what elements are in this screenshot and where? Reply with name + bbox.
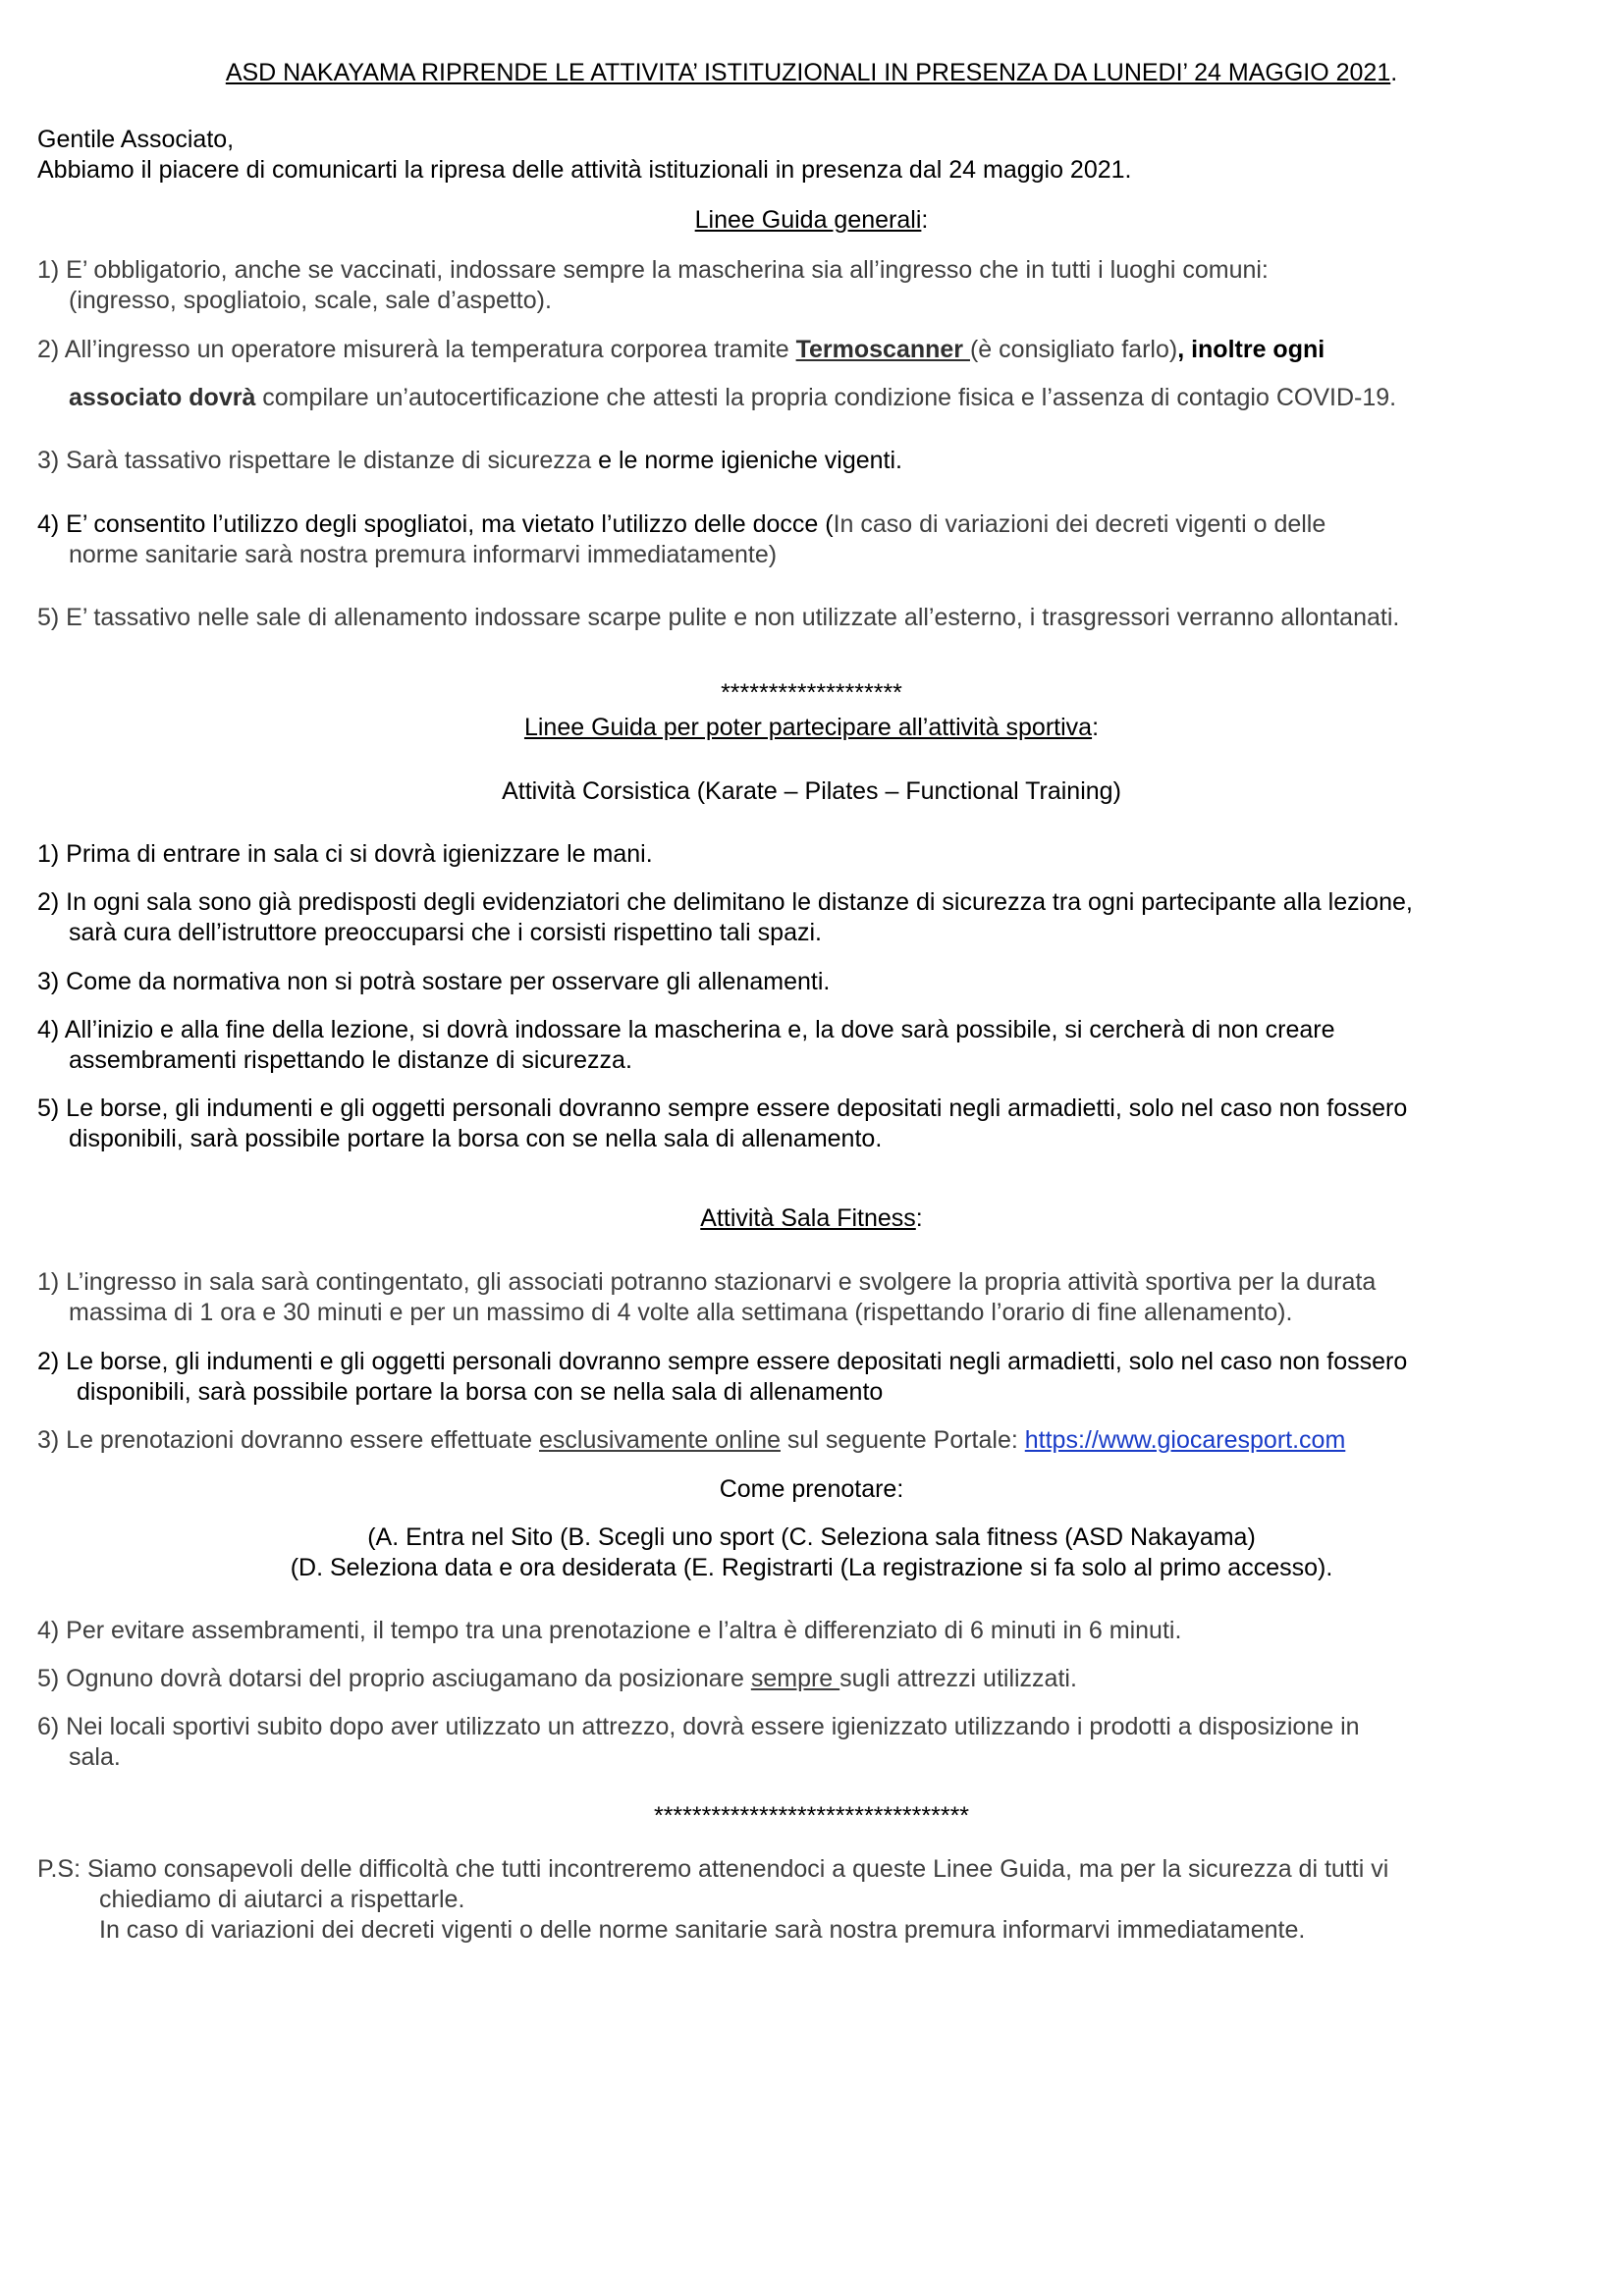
fitness-item-5 (37, 1663, 1077, 1694)
sport-item-4-line-1: 4) All’inizio e alla fine della lezione, si dovrà indossare la mascherina e, la dove sarà possibile, si cercherà di non creare (37, 1016, 1335, 1043)
separator-stars-1: ******************* (721, 679, 902, 707)
sport-subheading: Attività Corsistica (Karate – Pilates – Functional Training) (502, 777, 1121, 805)
fitness-heading-text: Attività Sala Fitness (700, 1204, 916, 1232)
sport-item-4-line-2: assembramenti rispettando le distanze di sicurezza. (69, 1046, 632, 1074)
general-item-2-line-1 (37, 334, 1325, 365)
how-to-book-line-1: (A. Entra nel Sito (B. Scegli uno sport (C. Seleziona sala fitness (ASD Nakayama) (367, 1523, 1256, 1551)
general-item-5: 5) E’ tassativo nelle sale di allenamento indossare scarpe pulite e non utilizzate all’esterno, i trasgressori verranno allontanati. (37, 604, 1400, 631)
general-item-1-line-2: (ingresso, spogliatoio, scale, sale d’aspetto). (69, 287, 552, 314)
sport-guidelines-heading (0, 712, 1623, 743)
general-item-4-line-2: norme sanitarie sarà nostra premura informarvi immediatamente) (69, 541, 778, 568)
how-to-book-line-2: (D. Seleziona data e ora desiderata (E. Registrarti (La registrazione si fa solo al primo accesso). (290, 1554, 1333, 1581)
title-text: ASD NAKAYAMA RIPRENDE LE ATTIVITA’ ISTITUZIONALI IN PRESENZA DA LUNEDI’ 24 MAGGIO 2021 (225, 59, 1391, 86)
giocaresport-link[interactable]: https://www.giocaresport.com (1024, 1426, 1346, 1454)
general-item-4-line-1 (37, 508, 1325, 540)
fitness-item-2-line-1: 2) Le borse, gli indumenti e gli oggetti personali dovranno sempre essere depositati negli armadietti, solo nel caso non fossero (37, 1348, 1408, 1375)
general-item-3-rest: e le norme igieniche vigenti. (591, 447, 903, 474)
general-item-2-bold: , inoltre ogni (1177, 336, 1325, 363)
document-title (0, 57, 1623, 88)
termoscanner-text: Termoscanner (795, 336, 970, 363)
general-heading-text: Linee Guida generali (694, 206, 922, 234)
general-item-2-note: (è consigliato farlo) (969, 336, 1178, 363)
fitness-heading-colon: : (915, 1204, 923, 1232)
fitness-item-3-text: 3) Le prenotazioni dovranno essere effettuate (37, 1426, 539, 1454)
sport-item-5-line-2: disponibili, sarà possibile portare la borsa con se nella sala di allenamento. (69, 1125, 883, 1152)
general-item-2-text: 2) All’ingresso un operatore misurerà la temperatura corporea tramite (37, 336, 796, 363)
fitness-item-3 (37, 1424, 1345, 1456)
sport-item-2-line-2: sarà cura dell’istruttore preoccuparsi che i corsisti rispettino tali spazi. (69, 919, 822, 946)
sport-item-1: 1) Prima di entrare in sala ci si dovrà igienizzare le mani. (37, 840, 653, 868)
general-item-3 (37, 445, 902, 476)
title-period: . (1390, 59, 1398, 86)
general-guidelines-heading (0, 204, 1623, 236)
ps-line-1: P.S: Siamo consapevoli delle difficoltà che tutti incontreremo attenendoci a queste Linee Guida, ma per la sicurezza di tutti vi (37, 1855, 1389, 1883)
general-item-1-line-1: 1) E’ obbligatorio, anche se vaccinati, indossare sempre la mascherina sia all’ingresso che in tutti i luoghi comuni: (37, 256, 1269, 284)
fitness-heading (0, 1202, 1623, 1234)
fitness-item-4: 4) Per evitare assembramenti, il tempo tra una prenotazione e l’altra è differenziato di 6 minuti in 6 minuti. (37, 1617, 1182, 1644)
fitness-item-1-line-2: massima di 1 ora e 30 minuti e per un massimo di 4 volte alla settimana (rispettando l’orario di fine allenamento). (69, 1299, 1293, 1326)
sport-heading-colon: : (1092, 714, 1100, 741)
sport-item-3: 3) Come da normativa non si potrà sostare per osservare gli allenamenti. (37, 968, 831, 995)
fitness-item-5-rest: sugli attrezzi utilizzati. (839, 1665, 1077, 1692)
sempre-text: sempre (750, 1665, 840, 1692)
ps-line-2: chiediamo di aiutarci a rispettarle. (99, 1886, 465, 1913)
fitness-item-3-portal-text: sul seguente Portale: (780, 1426, 1025, 1454)
sport-item-2-line-1: 2) In ogni sala sono già predisposti degli evidenziatori che delimitano le distanze di sicurezza tra ogni partecipante alla lezione, (37, 888, 1413, 916)
general-item-4-note: In caso di variazioni dei decreti vigenti o delle (833, 510, 1326, 538)
intro-paragraph: Abbiamo il piacere di comunicarti la ripresa delle attività istituzionali in presenza dal 24 maggio 2021. (37, 156, 1132, 184)
fitness-item-2-line-2: disponibili, sarà possibile portare la borsa con se nella sala di allenamento (77, 1378, 884, 1406)
online-booking-text: esclusivamente online (539, 1426, 781, 1454)
general-heading-colon: : (921, 206, 929, 234)
fitness-item-6-line-2: sala. (69, 1743, 121, 1771)
sport-item-5-line-1: 5) Le borse, gli indumenti e gli oggetti personali dovranno sempre essere depositati negli armadietti, solo nel caso non fossero (37, 1095, 1408, 1122)
general-item-2-rest: compilare un’autocertificazione che attesti la propria condizione fisica e l’assenza di contagio COVID-19. (255, 384, 1397, 411)
general-item-2-line-2 (69, 382, 1396, 413)
sport-heading-text: Linee Guida per poter partecipare all’attività sportiva (523, 714, 1093, 741)
general-item-4-text: 4) E’ consentito l’utilizzo degli spogliatoi, ma vietato l’utilizzo delle docce ( (37, 510, 834, 538)
separator-stars-2: ********************************* (653, 1802, 970, 1830)
fitness-item-5-text: 5) Ognuno dovrà dotarsi del proprio asciugamano da posizionare (37, 1665, 751, 1692)
greeting: Gentile Associato, (37, 126, 235, 153)
associato-dovra-text: associato dovrà (69, 384, 256, 411)
general-item-3-text: 3) Sarà tassativo rispettare le distanze di sicurezza (37, 447, 592, 474)
ps-line-3: In caso di variazioni dei decreti vigenti o delle norme sanitarie sarà nostra premura informarvi immediatamente. (99, 1916, 1306, 1944)
fitness-item-1-line-1: 1) L’ingresso in sala sarà contingentato, gli associati potranno stazionarvi e svolgere la propria attività sportiva per la durata (37, 1268, 1377, 1296)
fitness-item-6-line-1: 6) Nei locali sportivi subito dopo aver utilizzato un attrezzo, dovrà essere igienizzato utilizzando i prodotti a disposizione in (37, 1713, 1360, 1740)
how-to-book-heading: Come prenotare: (719, 1475, 904, 1503)
